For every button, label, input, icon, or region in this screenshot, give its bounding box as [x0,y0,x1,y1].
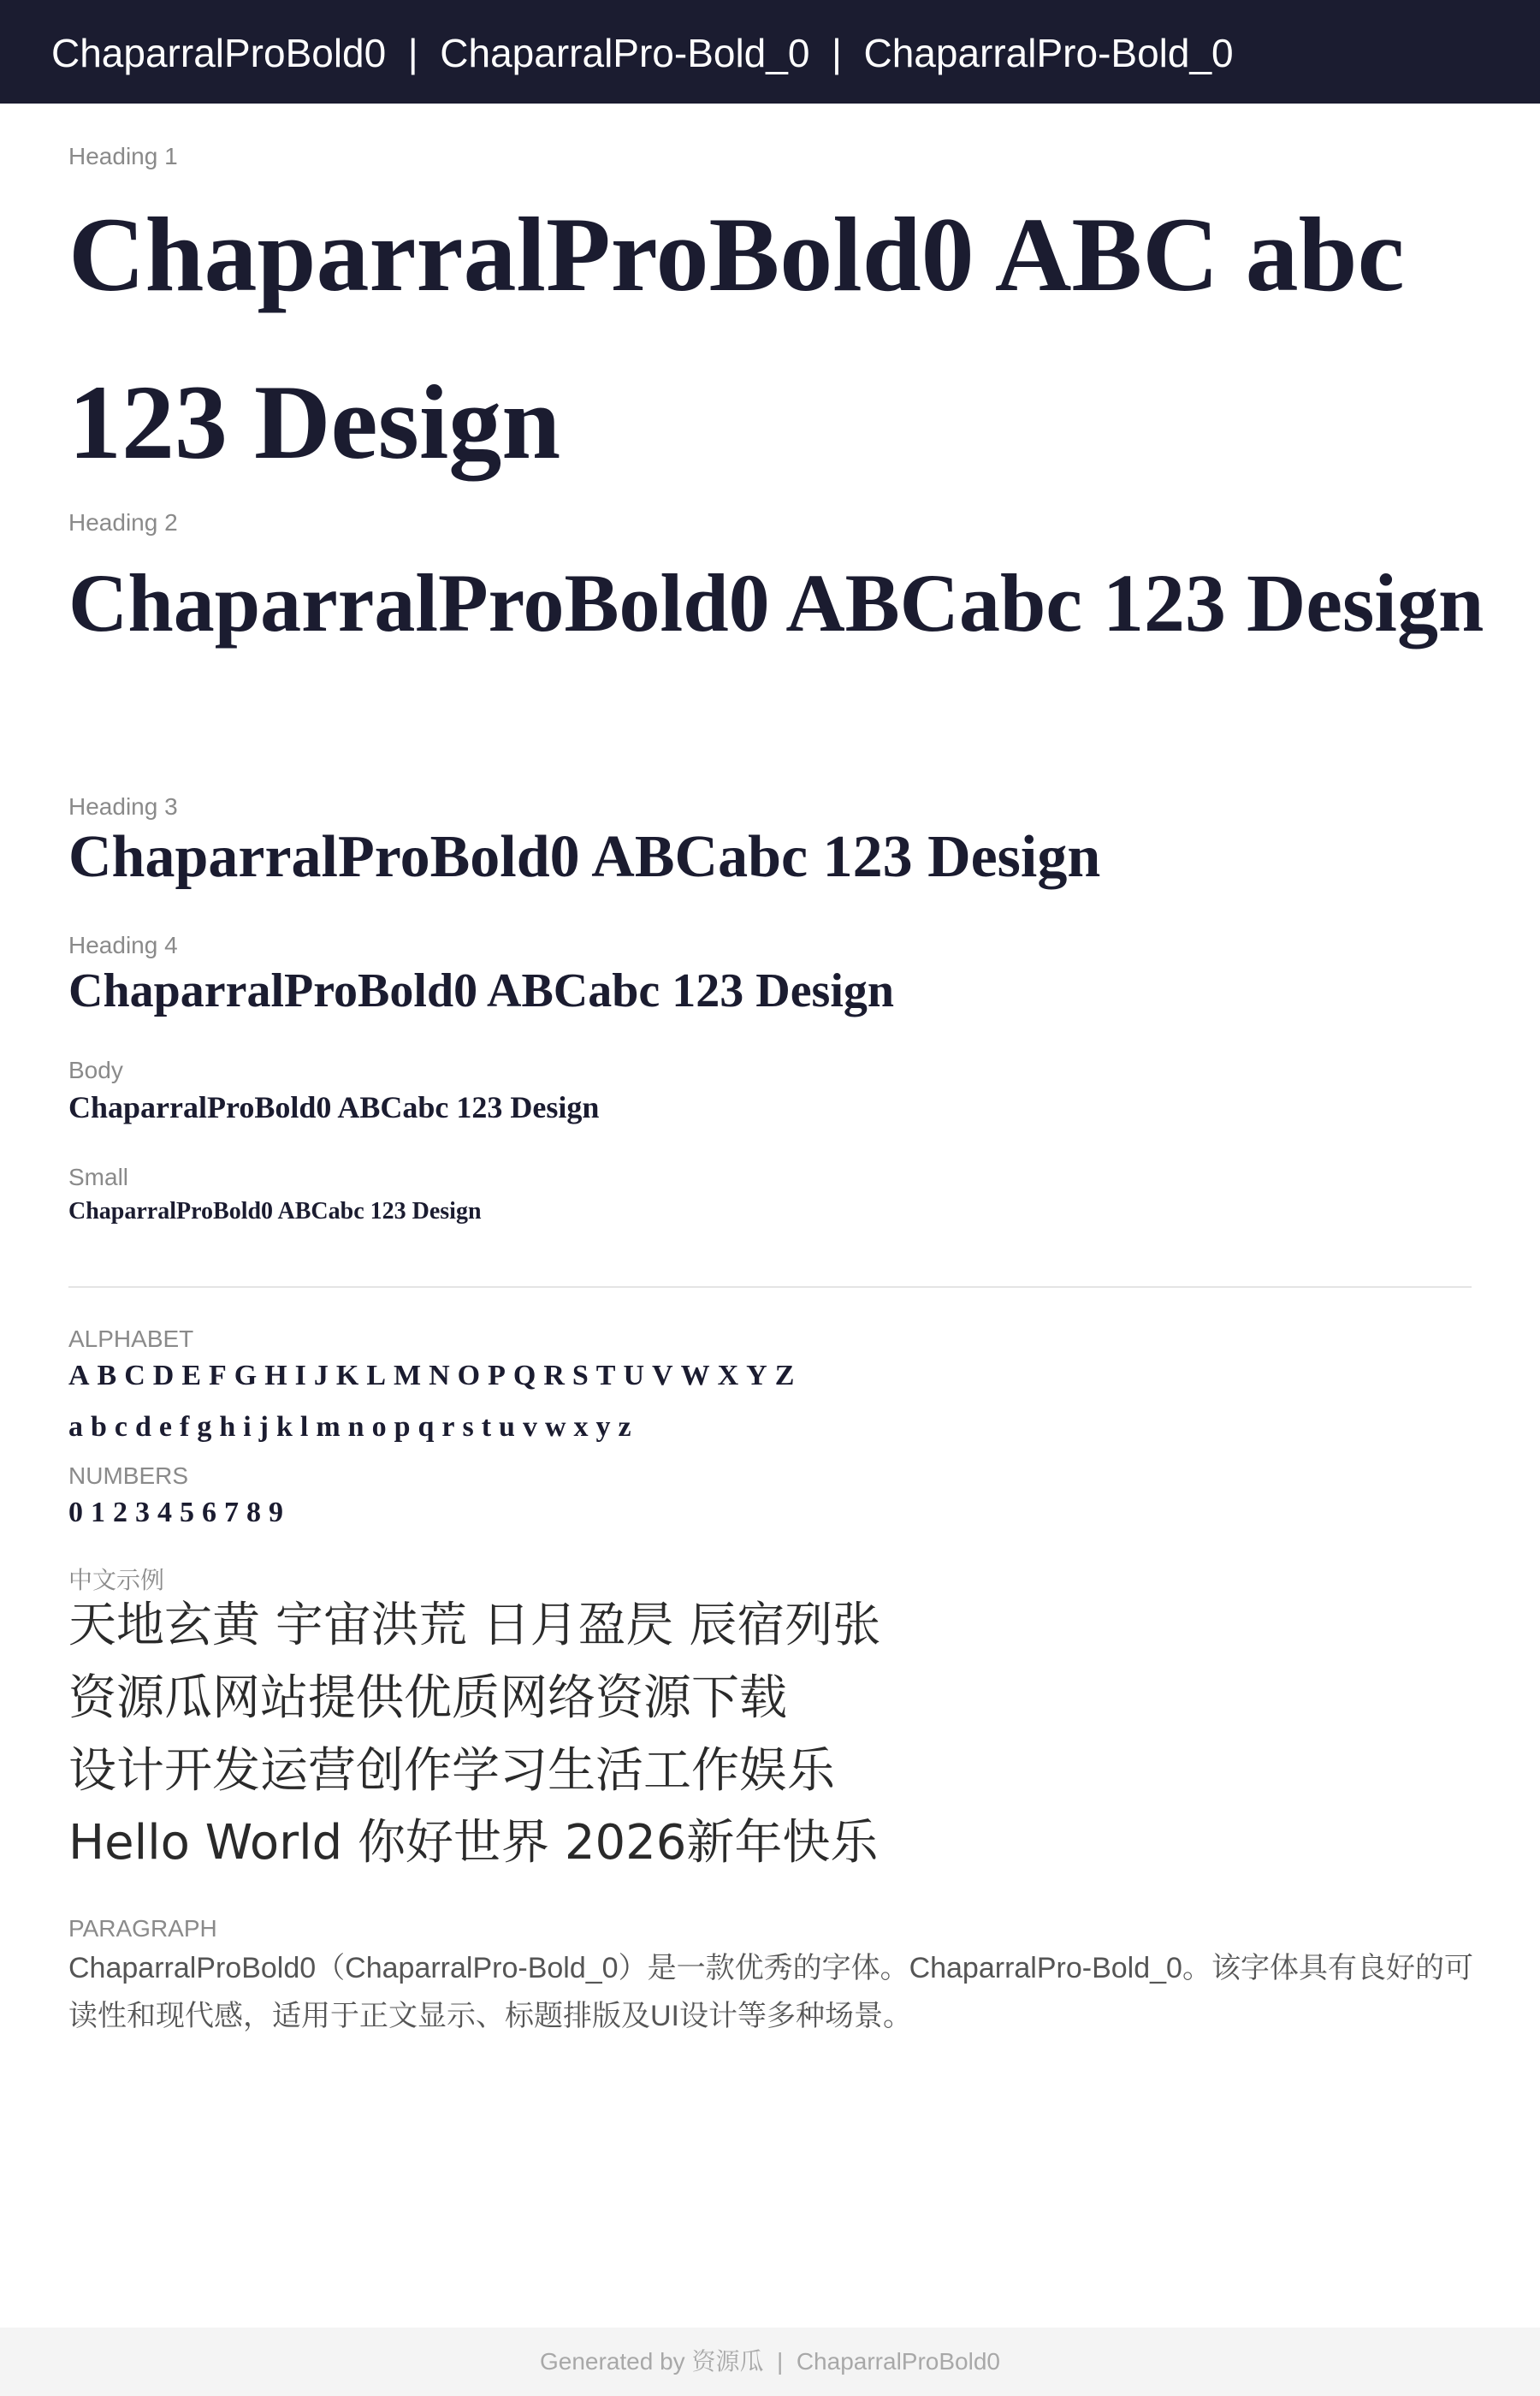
header-bar [0,0,1540,104]
heading1-label: Heading 1 [68,143,178,169]
heading2-sample: ChaparralProBold0 ABCabc 123 Design [68,557,1484,649]
body-sample: ChaparralProBold0 ABCabc 123 Design [68,1090,600,1124]
numbers-digits: 0123456789 [68,1497,291,1528]
small-sample: ChaparralProBold0 ABCabc 123 Design [68,1198,482,1225]
footer [0,2328,1540,2396]
alphabet-label: ALPHABET [68,1326,194,1352]
alphabet-uppercase: ABCDEFGHIJKLMNOPQRSTUVWXYZ [68,1360,803,1391]
paragraph-text: ChaparralProBold0（ChaparralPro-Bold_0）是一款优秀的字体。ChaparralPro-Bold_0。该字体具有良好的可读性和现代感，适用于正文显示、标题排版及UI设计等多种场景。 [68,1952,1473,2032]
small-label: Small [68,1164,129,1190]
font-title: ChaparralProBold0 | ChaparralPro-Bold_0 | ChaparralPro-Bold_0 [51,31,1234,75]
heading1-sample: ChaparralProBold0 ABC abc 123 Design [68,196,1405,481]
heading3-label: Heading 3 [68,793,178,820]
heading2-label: Heading 2 [68,509,178,536]
chinese-line: Hello World 你好世界 2026新年快乐 [68,1815,879,1871]
chinese-label: 中文示例 [68,1567,165,1593]
heading4-label: Heading 4 [68,932,178,958]
chinese-line: 设计开发运营创作学习生活工作娱乐 [68,1743,835,1799]
footer-text: Generated by 资源瓜 | ChaparralProBold0 [540,2348,1000,2375]
body-label: Body [68,1057,123,1083]
alphabet-lowercase: abcdefghijklmnopqrstuvwxyz [68,1411,639,1443]
chinese-line: 天地玄黄 宇宙洪荒 日月盈昃 辰宿列张 [68,1598,881,1653]
paragraph-label: PARAGRAPH [68,1915,217,1942]
chinese-line: 资源瓜网站提供优质网络资源下载 [68,1670,787,1726]
heading4-sample: ChaparralProBold0 ABCabc 123 Design [68,964,895,1017]
heading3-sample: ChaparralProBold0 ABCabc 123 Design [68,824,1101,890]
numbers-label: NUMBERS [68,1462,189,1489]
divider [68,1286,1472,1288]
